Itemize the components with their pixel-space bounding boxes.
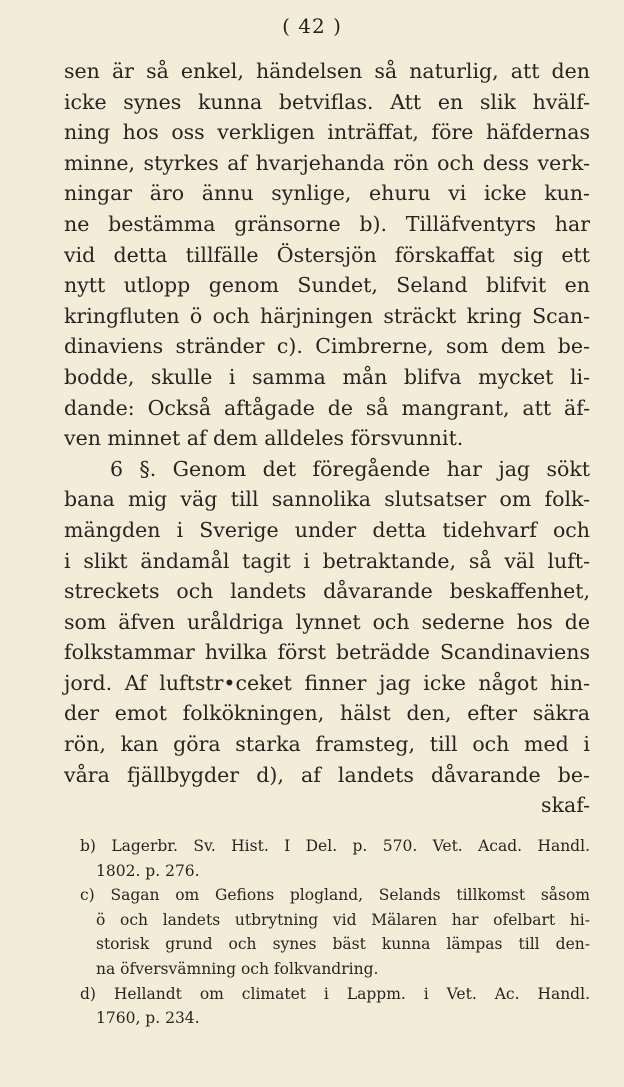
text-line: der emot folkökningen, hälst den, efter säkra: [64, 701, 590, 726]
footnote-line: 1802. p. 276.: [96, 861, 200, 880]
text-line: ningar äro ännu synlige, ehuru vi icke kun-: [64, 181, 590, 206]
body-text: [64, 56, 590, 821]
text-line: ven minnet af dem alldeles försvunnit.: [64, 426, 464, 451]
text-line: jord. Af luftstr•ceket finner jag icke något hin-: [64, 670, 590, 695]
text-line: våra fjällbygder d), af landets dåvarande be-: [64, 762, 590, 787]
text-line: dande: Också aftågade de så mangrant, att äf-: [64, 395, 590, 420]
text-line: bodde, skulle i samma mån blifva mycket li-: [64, 364, 590, 389]
text-line: streckets och landets dåvarande beskaffenhet,: [64, 579, 590, 604]
text-line: mängden i Sverige under detta tidehvarf och: [64, 517, 590, 542]
text-line: dinaviens stränder c). Cimbrerne, som dem be-: [64, 334, 590, 359]
text-line: folkstammar hvilka först beträdde Scandinaviens: [64, 640, 590, 665]
text-line: ne bestämma gränsorne b). Tilläfventyrs har: [64, 211, 590, 236]
text-line: nytt utlopp genom Sundet, Seland blifvit en: [64, 273, 590, 298]
catchword: skaf-: [541, 793, 590, 818]
footnote-line: 1760, p. 234.: [96, 1009, 200, 1028]
text-line: ning hos oss verkligen inträffat, före häfdernas: [64, 120, 590, 145]
page-number: ( 42 ): [282, 14, 342, 38]
footnote-line: b) Lagerbr. Sv. Hist. I Del. p. 570. Vet. Acad. Handl.: [80, 837, 590, 855]
text-line: minne, styrkes af hvarjehanda rön och dess verk-: [64, 150, 590, 175]
text-line: rön, kan göra starka framsteg, till och med i: [64, 732, 590, 757]
text-line: bana mig väg till sannolika slutsatser om folk-: [64, 487, 590, 512]
text-line: sen är så enkel, händelsen så naturlig, att den: [64, 59, 590, 83]
text-line: som äfven uråldriga lynnet och sederne hos de: [64, 609, 590, 634]
footnote-line: na öfversvämning och folkvandring.: [96, 959, 379, 978]
footnote-line: ö och landets utbrytning vid Mälaren har ofelbart hi-: [96, 910, 590, 929]
footnote-line: d) Hellandt om climatet i Lappm. i Vet. Ac. Handl.: [80, 984, 590, 1003]
footnotes: [80, 834, 590, 1031]
footnote-line: c) Sagan om Gefions plogland, Selands tillkomst såsom: [80, 886, 590, 905]
paragraph-start-line: 6 §. Genom det föregående har jag sökt: [110, 456, 590, 481]
text-line: kringfluten ö och härjningen sträckt kring Scan-: [64, 303, 590, 328]
footnote-line: storisk grund och synes bäst kunna lämpas till den-: [96, 935, 590, 954]
text-line: i slikt ändamål tagit i betraktande, så väl luft-: [64, 548, 590, 573]
text-line: icke synes kunna betviflas. Att en slik hvälf-: [64, 89, 590, 114]
text-line: vid detta tillfälle Östersjön förskaffat sig ett: [64, 242, 590, 267]
